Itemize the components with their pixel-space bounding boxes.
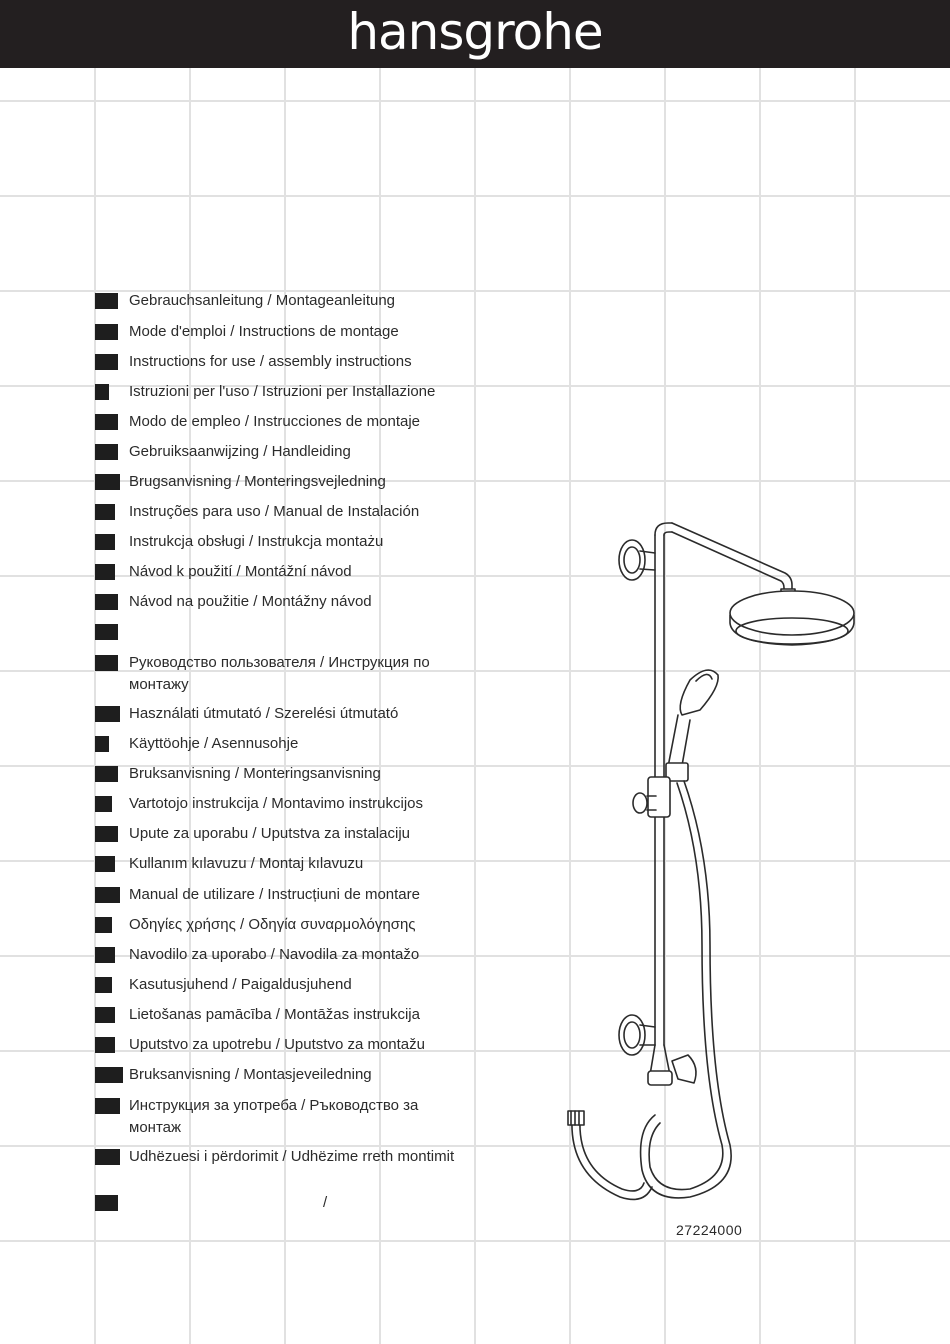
- brand-logo: hansgrohe: [347, 3, 603, 61]
- language-label: Bruksanvisning / Montasjeveiledning: [129, 1066, 372, 1083]
- language-label: Udhëzuesi i përdorimit / Udhëzime rreth montimit: [129, 1148, 455, 1165]
- language-label: Kasutusjuhend / Paigaldusjuhend: [129, 976, 352, 993]
- language-label: Gebrauchsanleitung / Montageanleitung: [129, 292, 396, 309]
- flag-swatch: [95, 504, 115, 520]
- language-label: /: [323, 1194, 328, 1211]
- language-label: Οδηγίες χρήσης / Οδηγία συναρμολόγησης: [129, 916, 416, 933]
- language-label: Uputstvo za upotrebu / Uputstvo za montažu: [129, 1036, 425, 1053]
- flag-swatch: [95, 414, 118, 430]
- language-label: Brugsanvisning / Monteringsvejledning: [129, 473, 386, 490]
- flag-swatch: [95, 354, 118, 370]
- flag-swatch: [95, 1149, 120, 1165]
- flag-swatch: [95, 1037, 115, 1053]
- header-bar: [0, 0, 950, 68]
- flag-swatch: [95, 564, 115, 580]
- flag-swatch: [95, 624, 118, 640]
- flag-swatch: [95, 736, 109, 752]
- language-label: Käyttöohje / Asennusohje: [129, 735, 299, 752]
- language-label: Vartotojo instrukcija / Montavimo instrukcijos: [129, 795, 423, 812]
- flag-swatch: [95, 887, 120, 903]
- language-label: Manual de utilizare / Instrucțiuni de montare: [129, 886, 420, 903]
- flag-swatch: [95, 384, 109, 400]
- language-label: Инструкция за употреба / Ръководство за монтаж: [129, 1097, 419, 1136]
- flag-swatch: [95, 947, 115, 963]
- language-label: Mode d'emploi / Instructions de montage: [129, 323, 399, 340]
- language-label: Upute za uporabu / Uputstva za instalaciju: [129, 825, 410, 842]
- flag-swatch: [95, 766, 118, 782]
- flag-swatch: [95, 1195, 118, 1211]
- flag-swatch: [95, 796, 112, 812]
- language-label: Instruções para uso / Manual de Instalación: [129, 503, 420, 520]
- language-label: Lietošanas pamācība / Montāžas instrukcija: [129, 1006, 420, 1023]
- model-number: 27224000: [676, 1222, 743, 1238]
- language-label: Modo de empleo / Instrucciones de montaje: [129, 413, 420, 430]
- flag-swatch: [95, 1007, 115, 1023]
- flag-swatch: [95, 1098, 120, 1114]
- language-label: Kullanım kılavuzu / Montaj kılavuzu: [129, 855, 364, 872]
- language-label: Návod na použitie / Montážny návod: [129, 593, 372, 610]
- shower-system-drawing: [560, 515, 870, 1210]
- flag-swatch: [95, 917, 112, 933]
- language-label: Návod k použití / Montážní návod: [129, 563, 352, 580]
- flag-swatch: [95, 444, 118, 460]
- language-label: Instrukcja obsługi / Instrukcja montażu: [129, 533, 384, 550]
- language-label: Руководство пользователя / Инструкция по монтажу: [129, 654, 430, 693]
- flag-swatch: [95, 706, 120, 722]
- flag-swatch: [95, 534, 115, 550]
- language-label: Bruksanvisning / Monteringsanvisning: [129, 765, 381, 782]
- language-label: Instructions for use / assembly instructions: [129, 353, 412, 370]
- language-label: Használati útmutató / Szerelési útmutató: [129, 705, 399, 722]
- flag-swatch: [95, 594, 118, 610]
- flag-swatch: [95, 474, 120, 490]
- language-label: Istruzioni per l'uso / Istruzioni per Installazione: [129, 383, 436, 400]
- flag-swatch: [95, 655, 118, 671]
- flag-swatch: [95, 977, 112, 993]
- flag-swatch: [95, 1067, 123, 1083]
- language-label: Navodilo za uporabo / Navodila za montažo: [129, 946, 420, 963]
- language-label: Gebruiksaanwijzing / Handleiding: [129, 443, 351, 460]
- flag-swatch: [95, 856, 115, 872]
- flag-swatch: [95, 324, 118, 340]
- flag-swatch: [95, 826, 118, 842]
- flag-swatch: [95, 293, 118, 309]
